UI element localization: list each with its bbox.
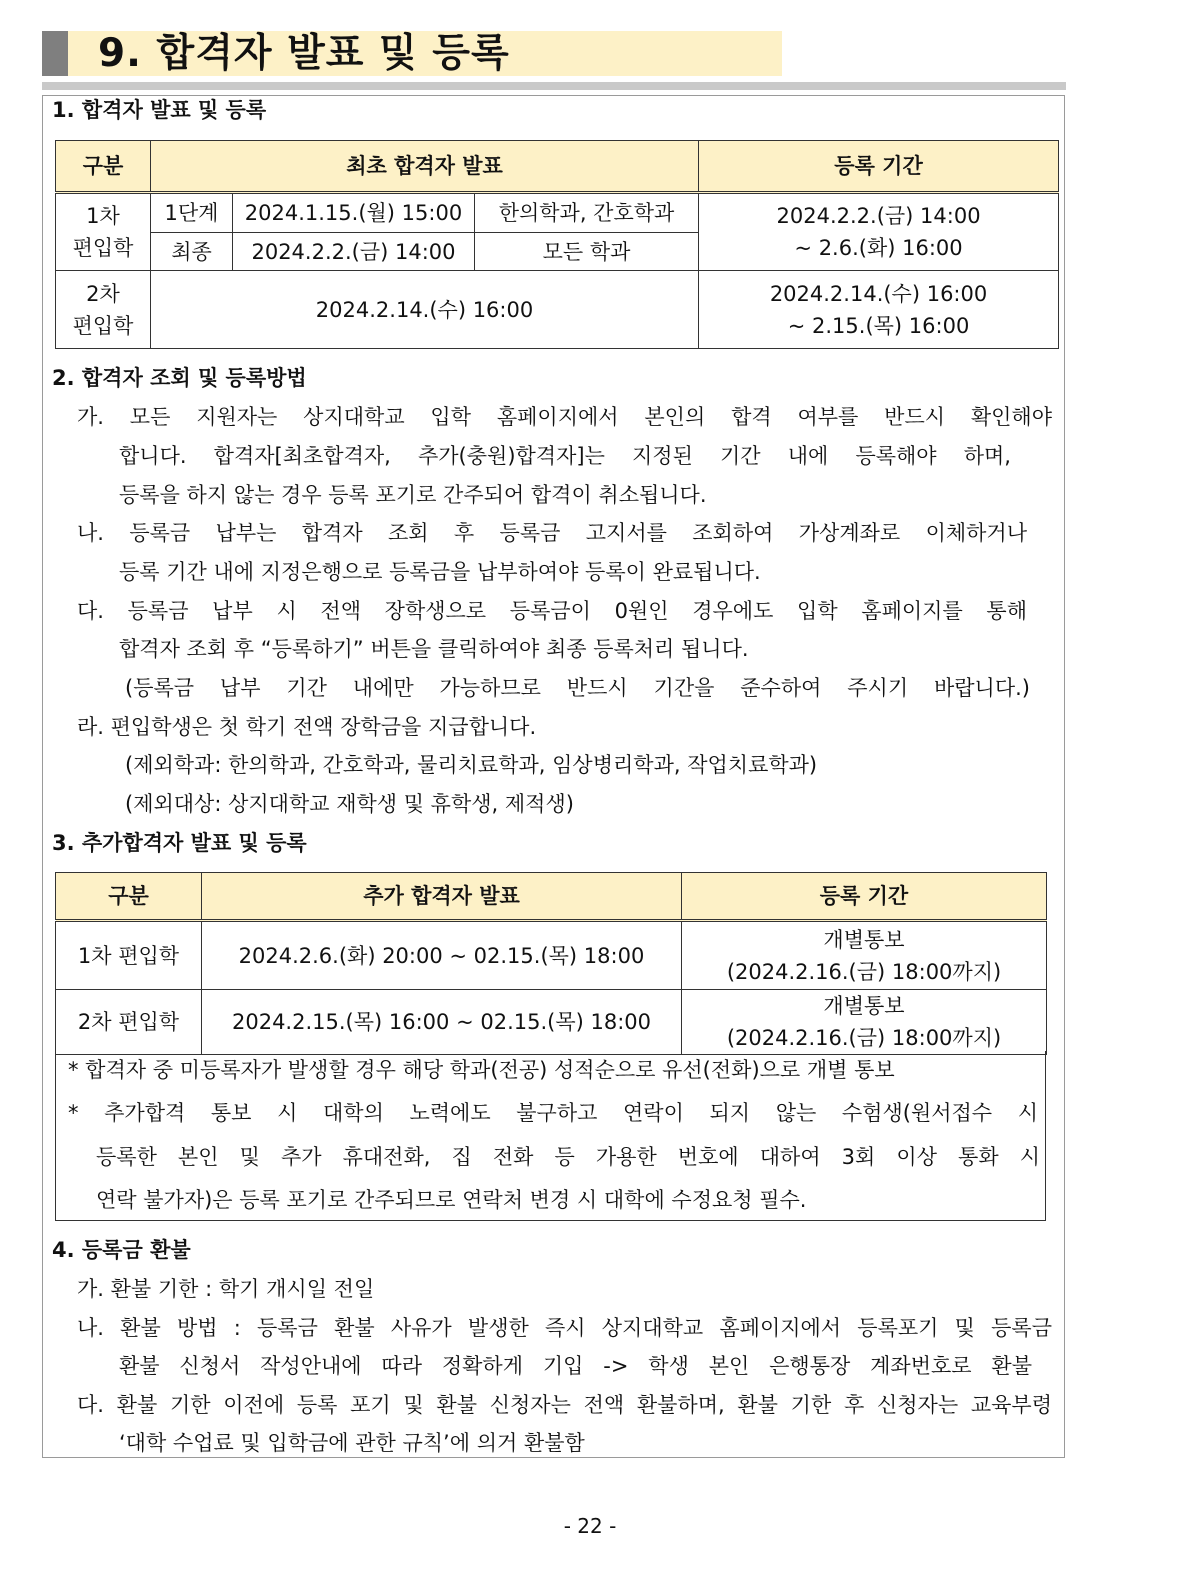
header-first-announcement: 최초 합격자 발표	[151, 141, 699, 193]
row-2nd-registration: 2024.2.14.(수) 16:00 ~ 2.15.(목) 16:00	[699, 271, 1059, 349]
header-category: 구분	[56, 873, 202, 921]
section-1-heading: 1. 합격자 발표 및 등록	[52, 98, 267, 122]
row-1st-registration: 2024.2.2.(금) 14:00 ~ 2.6.(화) 16:00	[699, 193, 1059, 271]
row-1st-transfer-label: 1차 편입학	[56, 193, 151, 271]
s2-line: 다. 등록금 납부 시 전액 장학생으로 등록금이 0원인 경우에도 입학 홈페이지를 통해	[77, 599, 1027, 623]
section-2-heading: 2. 합격자 조회 및 등록방법	[52, 366, 307, 390]
note-line: * 합격자 중 미등록자가 발생할 경우 해당 학과(전공) 성적순으로 유선(전화)으로 개별 통보	[68, 1058, 895, 1082]
row-2nd-registration: 개별통보 (2024.2.16.(금) 18:00까지)	[682, 990, 1047, 1055]
s4-line: 환불 신청서 작성안내에 따라 정확하게 기입 -> 학생 본인 은행통장 계좌번호로 환불	[119, 1354, 1032, 1378]
stage-1-date: 2024.1.15.(월) 15:00	[233, 193, 475, 233]
row-2nd-transfer-label: 2차 편입학	[56, 271, 151, 349]
row-1st-registration: 개별통보 (2024.2.16.(금) 18:00까지)	[682, 921, 1047, 990]
s2-line: 등록을 하지 않는 경우 등록 포기로 간주되어 합격이 취소됩니다.	[119, 483, 707, 507]
row-1st-label: 1차 편입학	[56, 921, 202, 990]
s2-line: (제외학과: 한의학과, 간호학과, 물리치료학과, 임상병리학과, 작업치료학과)	[125, 753, 818, 777]
stage-1: 1단계	[151, 193, 233, 233]
s2-line: 등록 기간 내에 지정은행으로 등록금을 납부하여야 등록이 완료됩니다.	[119, 560, 761, 584]
s4-line: ‘대학 수업료 및 입학금에 관한 규칙’에 의거 환불함	[119, 1431, 585, 1455]
announcement-table	[55, 140, 1059, 349]
row-2nd-label: 2차 편입학	[56, 990, 202, 1055]
s4-line: 다. 환불 기한 이전에 등록 포기 및 환불 신청자는 전액 환불하며, 환불 기한 후 신청자는 교육부령	[77, 1393, 1052, 1417]
header-registration-period: 등록 기간	[699, 141, 1059, 193]
page-number: - 22 -	[563, 1514, 617, 1538]
section-4-heading: 4. 등록금 환불	[52, 1238, 191, 1262]
page-title: 9. 합격자 발표 및 등록	[98, 31, 510, 76]
row-2nd-announcement-date: 2024.2.14.(수) 16:00	[151, 271, 699, 349]
note-line: 등록한 본인 및 추가 휴대전화, 집 전화 등 가용한 번호에 대하여 3회 이상 통화 시	[96, 1145, 1040, 1169]
s2-line: (등록금 납부 기간 내에만 가능하므로 반드시 기간을 준수하여 주시기 바랍니다.)	[125, 676, 1030, 700]
note-line: * 추가합격 통보 시 대학의 노력에도 불구하고 연락이 되지 않는 수험생(원서접수 시	[68, 1101, 1038, 1125]
row-2nd-date: 2024.2.15.(목) 16:00 ~ 02.15.(목) 18:00	[202, 990, 682, 1055]
section-title-bar	[42, 31, 782, 76]
s2-line: 합격자 조회 후 “등록하기” 버튼을 클릭하여야 최종 등록처리 됩니다.	[119, 637, 749, 661]
header-additional-announcement: 추가 합격자 발표	[202, 873, 682, 921]
stage-final-dept: 모든 학과	[475, 233, 699, 271]
additional-announcement-table	[55, 872, 1047, 1055]
stage-final: 최종	[151, 233, 233, 271]
header-category: 구분	[56, 141, 151, 193]
s2-line: 합니다. 합격자[최초합격자, 추가(충원)합격자]는 지정된 기간 내에 등록해야 하며,	[119, 444, 1011, 468]
s4-line: 나. 환불 방법 : 등록금 환불 사유가 발생한 즉시 상지대학교 홈페이지에서 등록포기 및 등록금	[77, 1316, 1052, 1340]
title-marker	[42, 31, 68, 76]
s2-line: 나. 등록금 납부는 합격자 조회 후 등록금 고지서를 조회하여 가상계좌로 이체하거나	[77, 521, 1027, 545]
s2-line: 가. 모든 지원자는 상지대학교 입학 홈페이지에서 본인의 합격 여부를 반드시 확인해야	[77, 405, 1052, 429]
header-registration-period: 등록 기간	[682, 873, 1047, 921]
row-1st-date: 2024.2.6.(화) 20:00 ~ 02.15.(목) 18:00	[202, 921, 682, 990]
s4-line: 가. 환불 기한 : 학기 개시일 전일	[77, 1277, 375, 1301]
s2-line: (제외대상: 상지대학교 재학생 및 휴학생, 제적생)	[125, 792, 574, 816]
stage-final-date: 2024.2.2.(금) 14:00	[233, 233, 475, 271]
notes-box	[55, 1051, 1046, 1221]
s2-line: 라. 편입학생은 첫 학기 전액 장학금을 지급합니다.	[77, 715, 537, 739]
stage-1-dept: 한의학과, 간호학과	[475, 193, 699, 233]
note-line: 연락 불가자)은 등록 포기로 간주되므로 연락처 변경 시 대학에 수정요청 필수.	[96, 1188, 807, 1212]
section-3-heading: 3. 추가합격자 발표 및 등록	[52, 831, 307, 855]
title-rule	[42, 82, 1066, 90]
